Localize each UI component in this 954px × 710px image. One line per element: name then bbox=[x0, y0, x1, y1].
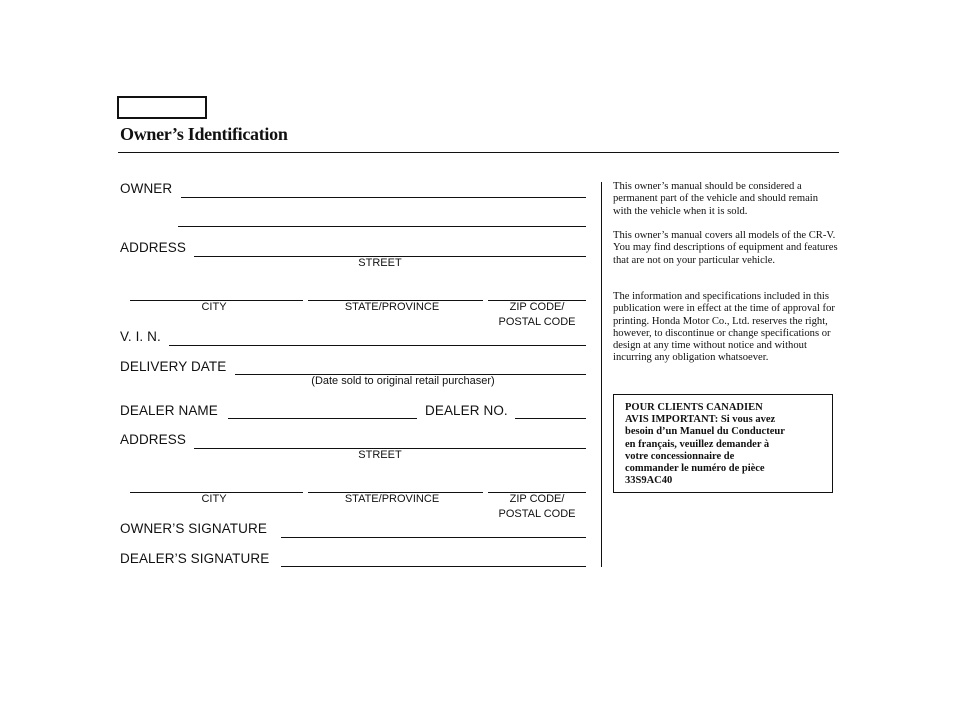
models-note-paragraph: This owner’s manual covers all models of the CR-V. You may find descriptions of equipment and features that are not on your particular vehicle. bbox=[613, 230, 838, 266]
notice-line: besoin d’un Manuel du Conducteur bbox=[625, 426, 785, 438]
delivery-date-note: (Date sold to original retail purchaser) bbox=[311, 375, 495, 387]
owner-street-caption: STREET bbox=[358, 257, 402, 269]
dealer-street-caption: STREET bbox=[358, 449, 402, 461]
dealer-name-label: DEALER NAME bbox=[120, 403, 218, 418]
title-rule bbox=[118, 152, 839, 153]
owner-line-2[interactable] bbox=[178, 226, 586, 227]
dealer-address-label: ADDRESS bbox=[120, 432, 186, 447]
owner-signature-label: OWNER’S SIGNATURE bbox=[120, 521, 267, 536]
notice-line: AVIS IMPORTANT: Si vous avez bbox=[625, 414, 776, 426]
delivery-date-label: DELIVERY DATE bbox=[120, 359, 227, 374]
dealer-no-line[interactable] bbox=[515, 418, 586, 419]
dealer-city-caption: CITY bbox=[201, 493, 227, 505]
page-title: Owner’s Identification bbox=[120, 124, 288, 144]
owner-zip-caption-1: ZIP CODE/ bbox=[509, 301, 565, 313]
dealer-zip-caption-2: POSTAL CODE bbox=[498, 508, 576, 520]
owner-state-caption: STATE/PROVINCE bbox=[344, 301, 440, 313]
owner-zip-caption-2: POSTAL CODE bbox=[498, 316, 576, 328]
vin-line[interactable] bbox=[169, 345, 586, 346]
owner-signature-line[interactable] bbox=[281, 537, 586, 538]
vin-label: V. I. N. bbox=[120, 329, 161, 344]
column-divider bbox=[601, 182, 602, 567]
dealer-state-caption: STATE/PROVINCE bbox=[344, 493, 440, 505]
notice-line: commander le numéro de pièce bbox=[625, 463, 765, 475]
owner-label: OWNER bbox=[120, 181, 173, 196]
dealer-name-line[interactable] bbox=[228, 418, 417, 419]
dealer-signature-line[interactable] bbox=[281, 566, 586, 567]
section-tab-box bbox=[117, 96, 207, 119]
canadian-notice-box bbox=[613, 394, 833, 493]
notice-part-number: 33S9AC40 bbox=[625, 475, 673, 487]
notice-line: POUR CLIENTS CANADIEN bbox=[625, 402, 763, 413]
dealer-zip-caption-1: ZIP CODE/ bbox=[509, 493, 565, 505]
manual-note-paragraph: This owner’s manual should be considered a permanent part of the vehicle and should remain with the vehicle when it is sold. bbox=[613, 181, 819, 217]
notice-line: votre concessionnaire de bbox=[625, 450, 735, 462]
dealer-no-label: DEALER NO. bbox=[425, 403, 508, 418]
owner-line-1[interactable] bbox=[181, 197, 586, 198]
dealer-signature-label: DEALER’S SIGNATURE bbox=[120, 551, 270, 566]
notice-line: en français, veuillez demander à bbox=[625, 438, 770, 450]
owner-address-label: ADDRESS bbox=[120, 240, 186, 255]
specifications-note-paragraph: The information and specifications included in this publication were in effect at the time of approval for printing. Honda Motor Co., Ltd. reserves the right, however, to discontinue or change specifications or design at any time without notice and without incurring any obligation whatsoever. bbox=[613, 291, 835, 364]
owner-city-caption: CITY bbox=[201, 301, 227, 313]
